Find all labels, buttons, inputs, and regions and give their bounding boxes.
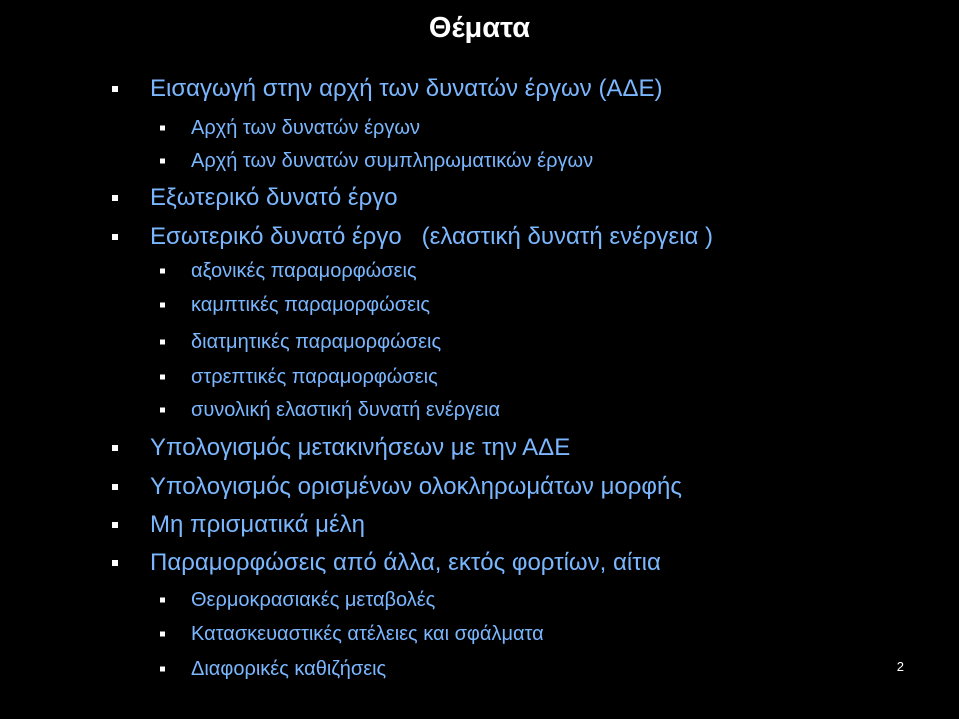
square-bullet-icon <box>160 159 165 164</box>
square-bullet-icon <box>160 269 165 274</box>
list-item-text: Θερμοκρασιακές μεταβολές <box>191 589 436 611</box>
list-item-text: καμπτικές παραμορφώσεις <box>191 294 431 316</box>
square-bullet-icon <box>112 445 118 451</box>
slide-title: Θέματα <box>428 12 531 44</box>
list-item-text: Μη πρισματικά μέλη <box>150 511 366 538</box>
list-item-text: Εξωτερικό δυνατό έργο <box>150 184 398 211</box>
list-item-level1 <box>112 184 398 212</box>
list-item-text: Εσωτερικό δυνατό έργο (ελαστική δυνατή ενέργεια ) <box>150 223 713 250</box>
square-bullet-icon <box>112 484 118 490</box>
list-item-level1 <box>112 549 661 577</box>
square-bullet-icon <box>160 667 165 672</box>
list-item-level1 <box>112 434 571 462</box>
list-item-level1 <box>112 223 713 251</box>
square-bullet-icon <box>112 560 118 566</box>
square-bullet-icon <box>112 195 118 201</box>
list-item-level1 <box>112 511 366 539</box>
square-bullet-icon <box>160 303 165 308</box>
list-item-level2 <box>160 149 594 173</box>
list-item-level2 <box>160 657 387 681</box>
square-bullet-icon <box>112 86 118 92</box>
list-item-level2 <box>160 116 421 140</box>
list-item-text: αξονικές παραμορφώσεις <box>191 260 417 282</box>
list-item-text: Διαφορικές καθιζήσεις <box>191 658 387 680</box>
list-item-text: διατμητικές παραμορφώσεις <box>191 331 442 353</box>
list-item-level2 <box>160 588 436 612</box>
list-item-text: συνολική ελαστική δυνατή ενέργεια <box>191 399 501 421</box>
list-item-text: Υπολογισμός ορισμένων ολοκληρωμάτων μορφής <box>150 473 682 500</box>
list-item-text: Αρχή των δυνατών συμπληρωματικών έργων <box>191 150 594 172</box>
list-item-text: στρεπτικές παραμορφώσεις <box>191 366 438 388</box>
square-bullet-icon <box>160 598 165 603</box>
square-bullet-icon <box>160 340 165 345</box>
square-bullet-icon <box>112 234 118 240</box>
list-item-text: Παραμορφώσεις από άλλα, εκτός φορτίων, αίτια <box>150 549 661 576</box>
square-bullet-icon <box>160 408 165 413</box>
list-item-text: Εισαγωγή στην αρχή των δυνατών έργων (ΑΔΕ) <box>150 75 663 102</box>
list-item-level1 <box>112 473 682 501</box>
list-item-level2 <box>160 259 417 283</box>
list-item-level2 <box>160 330 442 354</box>
list-item-level1 <box>112 75 663 103</box>
list-item-text: Κατασκευαστικές ατέλειες και σφάλματα <box>191 623 544 645</box>
list-item-text: Αρχή των δυνατών έργων <box>191 117 421 139</box>
page-number: 2 <box>896 659 904 674</box>
square-bullet-icon <box>160 126 165 131</box>
list-item-level2 <box>160 398 501 422</box>
list-item-level2 <box>160 622 544 646</box>
square-bullet-icon <box>160 632 165 637</box>
square-bullet-icon <box>160 375 165 380</box>
list-item-level2 <box>160 293 431 317</box>
square-bullet-icon <box>112 522 118 528</box>
list-item-level2 <box>160 365 438 389</box>
list-item-text: Υπολογισμός μετακινήσεων με την ΑΔΕ <box>150 434 571 461</box>
